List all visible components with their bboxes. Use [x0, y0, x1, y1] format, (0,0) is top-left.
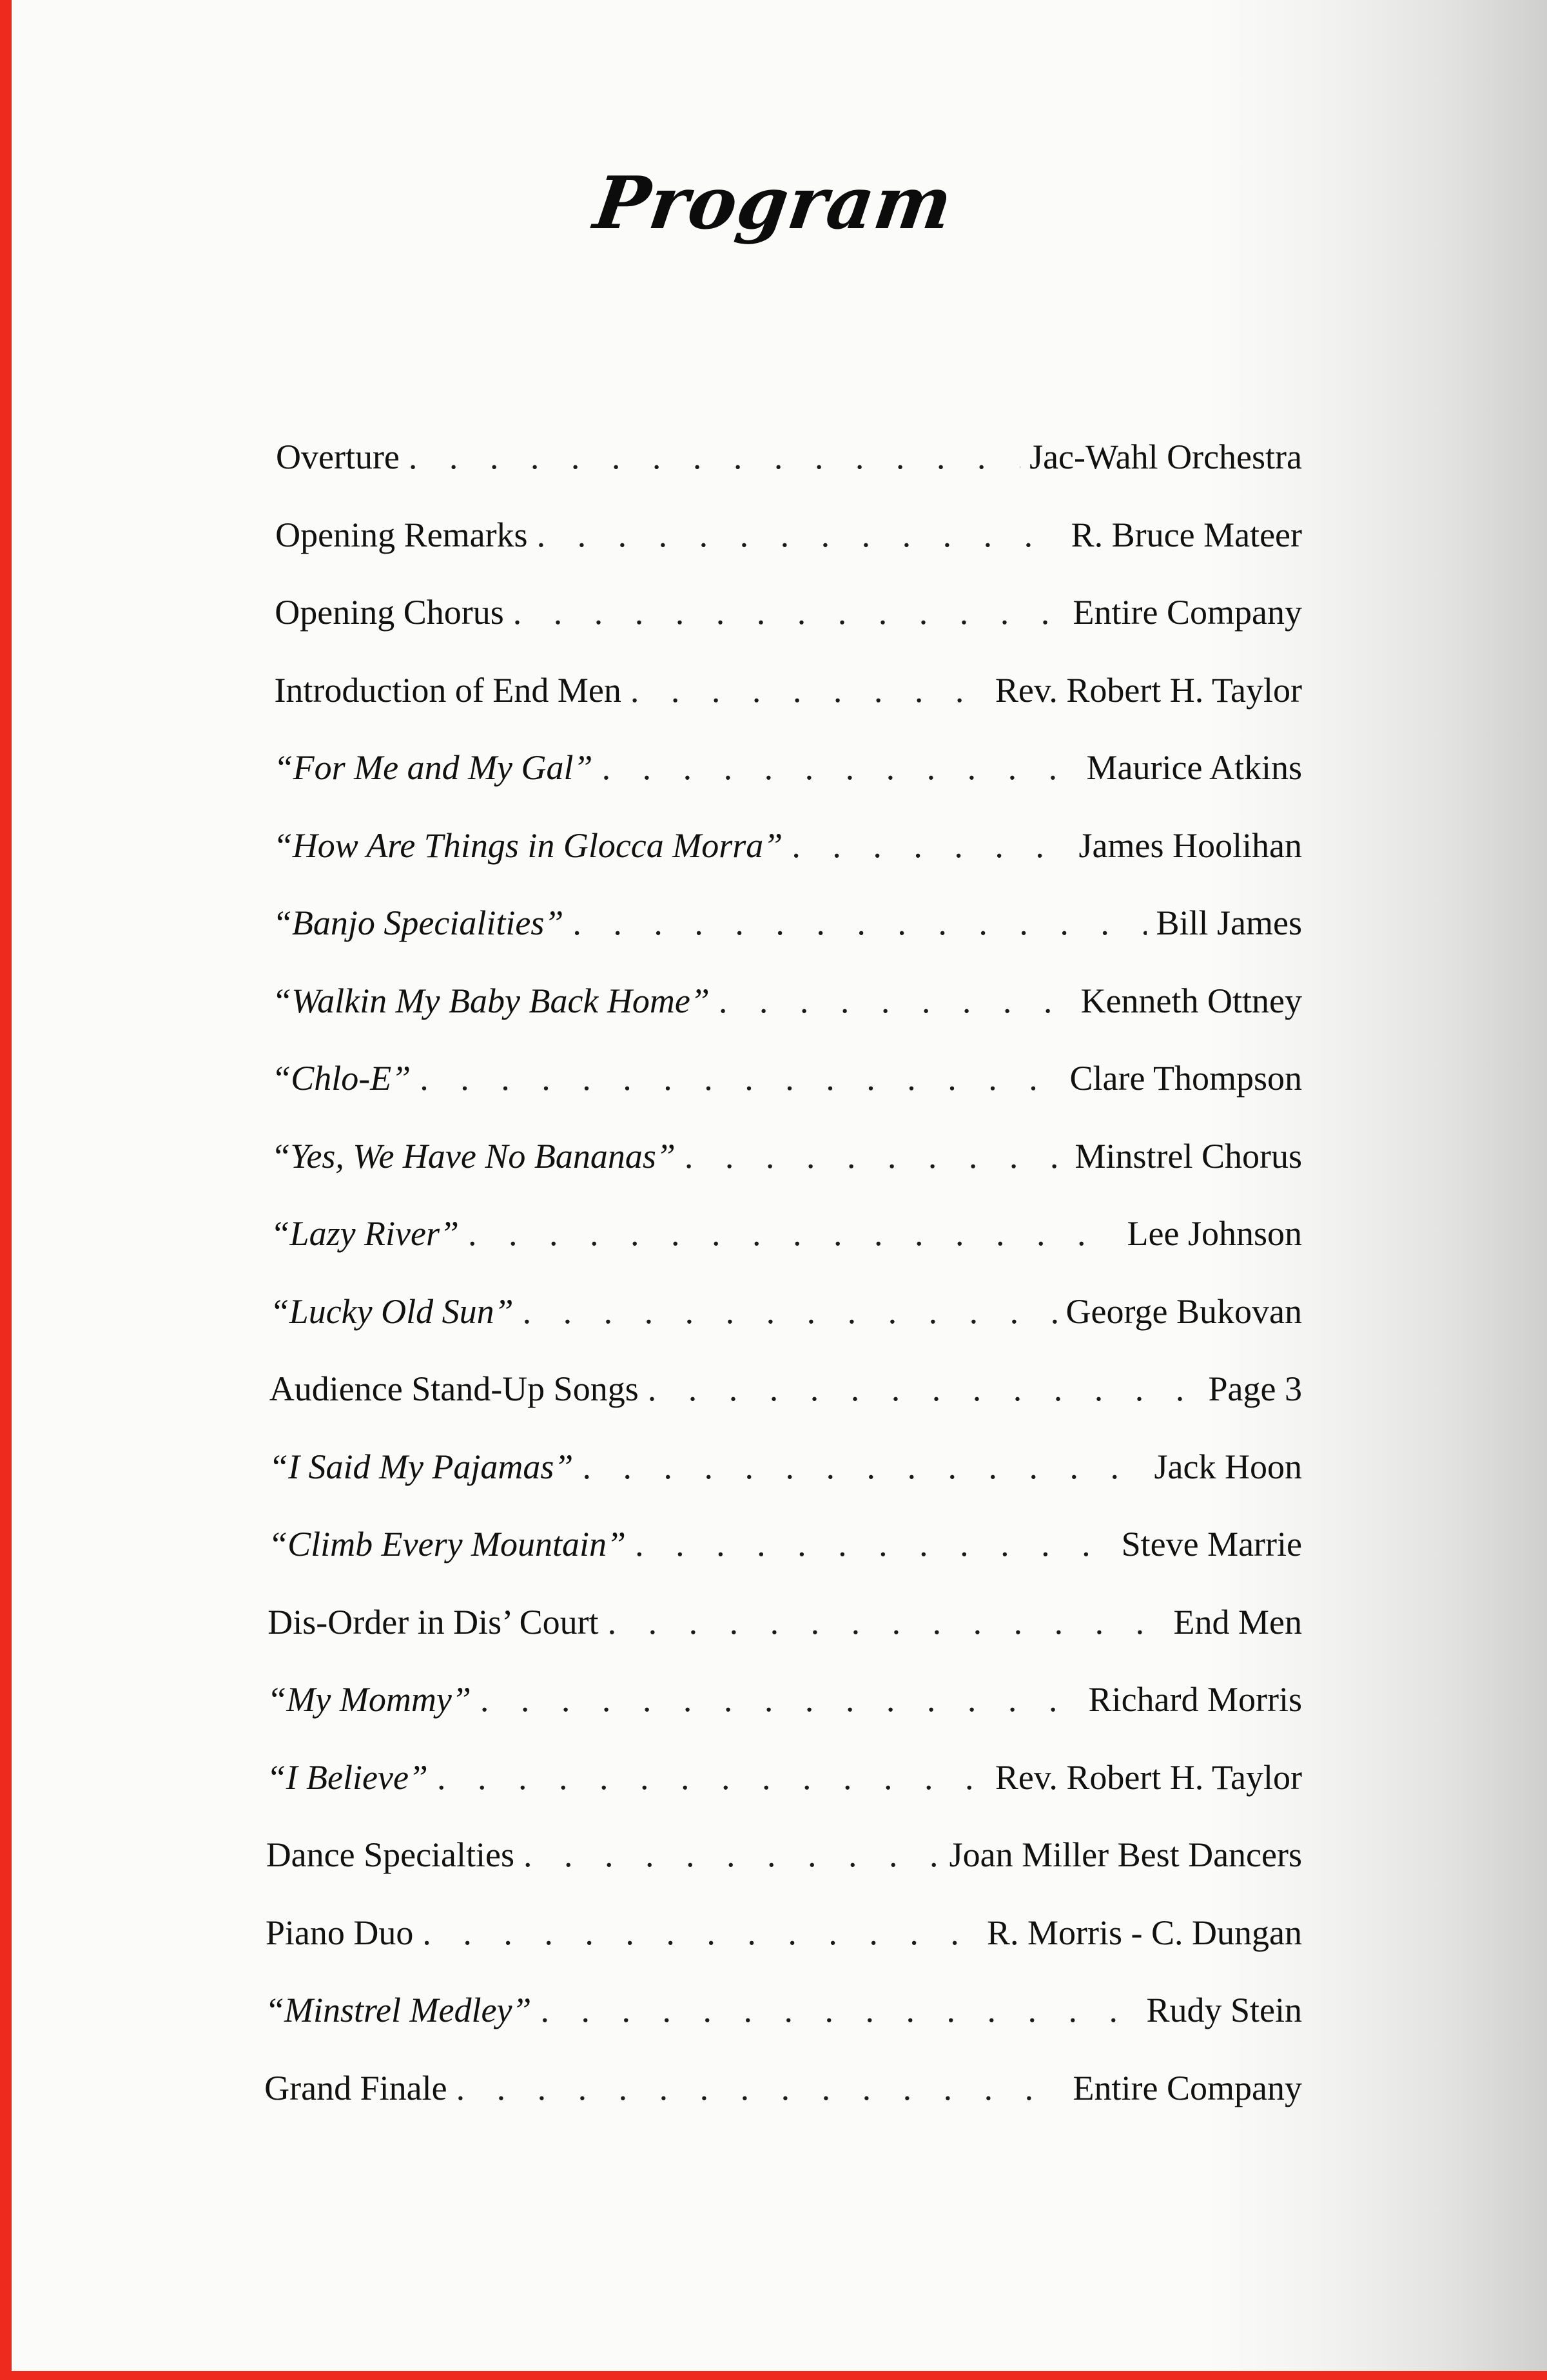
page-title: Program	[589, 161, 958, 246]
dot-leader	[792, 826, 1069, 866]
program-item-performer: R. Morris - C. Dungan	[987, 1913, 1302, 1952]
program-row	[266, 1913, 1302, 1958]
program-item-title: Overture	[276, 438, 400, 476]
program-item-performer: Page 3	[1208, 1369, 1302, 1408]
dot-leader	[420, 1058, 1060, 1098]
program-item-title: “Minstrel Medley”	[265, 1991, 532, 2029]
program-item-title: Opening Chorus	[275, 593, 504, 632]
dot-leader	[422, 1913, 978, 1953]
program-item-title: “I Believe”	[266, 1757, 428, 1797]
program-item-title: Dance Specialties	[266, 1835, 515, 1874]
program-item-performer: Maurice Atkins	[1086, 748, 1302, 787]
program-item-performer: George Bukovan	[1065, 1292, 1302, 1331]
program-item-title: Audience Stand-Up Songs	[269, 1369, 639, 1408]
program-item-title: Piano Duo	[265, 1913, 414, 1952]
program-item-performer: Joan Miller Best Dancers	[949, 1835, 1302, 1874]
program-item-performer: Rudy Stein	[1146, 1991, 1302, 2029]
dot-leader	[523, 1292, 1057, 1331]
dot-leader	[540, 1990, 1137, 2030]
program-item-performer: Bill James	[1156, 904, 1302, 942]
program-item-title: “How Are Things in Glocca Morra”	[273, 826, 783, 865]
program-row	[268, 1602, 1302, 1647]
program-item-title: “I Said My Pajamas”	[268, 1447, 574, 1486]
program-row	[275, 515, 1302, 560]
dot-leader	[608, 1602, 1165, 1642]
program-item-performer: Minstrel Chorus	[1075, 1136, 1302, 1175]
program-item-performer: Entire Company	[1073, 593, 1302, 632]
program-item-performer: R. Bruce Mateer	[1071, 515, 1302, 554]
program-row	[265, 1990, 1302, 2035]
program-item-performer: Rev. Robert H. Taylor	[995, 670, 1302, 710]
program-item-performer: Lee Johnson	[1127, 1214, 1302, 1253]
program-row	[272, 981, 1302, 1026]
program-row	[275, 592, 1302, 637]
program-item-title: Opening Remarks	[275, 515, 528, 554]
dot-leader	[685, 1136, 1066, 1176]
program-row	[267, 1679, 1302, 1725]
program-item-performer: James Hoolihan	[1078, 826, 1302, 865]
program-item-title: “Lazy River”	[270, 1214, 460, 1253]
program-item-title: “Chlo-E”	[271, 1059, 411, 1098]
program-item-performer: Rev. Robert H. Taylor	[995, 1757, 1302, 1797]
program-item-title: “Walkin My Baby Back Home”	[272, 981, 710, 1020]
program-row	[274, 748, 1302, 793]
program-item-title: Grand Finale	[264, 2068, 447, 2107]
program-item-title: “My Mommy”	[267, 1680, 471, 1719]
program-item-performer: Richard Morris	[1088, 1680, 1302, 1719]
program-item-performer: Clare Thompson	[1069, 1059, 1302, 1098]
program-item-title: “Yes, We Have No Bananas”	[271, 1136, 676, 1175]
program-row	[271, 1214, 1303, 1259]
dot-leader	[537, 515, 1062, 555]
program-item-performer: Steve Marrie	[1121, 1525, 1302, 1563]
program-row	[269, 1447, 1302, 1492]
program-row	[269, 1369, 1302, 1414]
dot-leader	[468, 1214, 1118, 1253]
dot-leader	[572, 903, 1147, 943]
program-item-performer: End Men	[1173, 1602, 1302, 1641]
program-item-performer: Kenneth Ottney	[1080, 981, 1302, 1020]
program-row	[267, 1757, 1302, 1803]
dot-leader	[719, 981, 1072, 1021]
dot-leader	[648, 1369, 1200, 1409]
dot-leader	[513, 592, 1064, 632]
program-row	[271, 1058, 1302, 1103]
program-item-title: “For Me and My Gal”	[273, 748, 593, 787]
program-row	[273, 903, 1302, 948]
program-row	[264, 2068, 1302, 2113]
program-item-performer: Jack Hoon	[1154, 1447, 1302, 1486]
dot-leader	[480, 1679, 1080, 1719]
dot-leader	[523, 1835, 940, 1875]
program-item-performer: Entire Company	[1073, 2068, 1302, 2107]
program-item-title: “Climb Every Mountain”	[268, 1525, 627, 1563]
program-row	[273, 826, 1302, 871]
dot-leader	[602, 748, 1078, 788]
dot-leader	[582, 1447, 1145, 1487]
program-row	[276, 437, 1302, 482]
program-row	[274, 670, 1302, 715]
dot-leader	[456, 2068, 1064, 2108]
program-item-title: “Lucky Old Sun”	[269, 1292, 514, 1331]
program-row	[266, 1835, 1302, 1880]
dot-leader	[630, 670, 986, 710]
dot-leader	[635, 1524, 1113, 1564]
program-item-title: Dis-Order in Dis’ Court	[268, 1602, 599, 1641]
program-item-performer: Jac-Wahl Orchestra	[1029, 438, 1302, 476]
program-item-title: “Banjo Specialities”	[272, 904, 564, 942]
dot-leader	[437, 1757, 986, 1797]
program-row	[268, 1524, 1302, 1569]
program-row	[270, 1292, 1302, 1337]
dot-leader	[409, 437, 1020, 477]
program-item-title: Introduction of End Men	[274, 670, 621, 710]
program-row	[271, 1136, 1302, 1181]
